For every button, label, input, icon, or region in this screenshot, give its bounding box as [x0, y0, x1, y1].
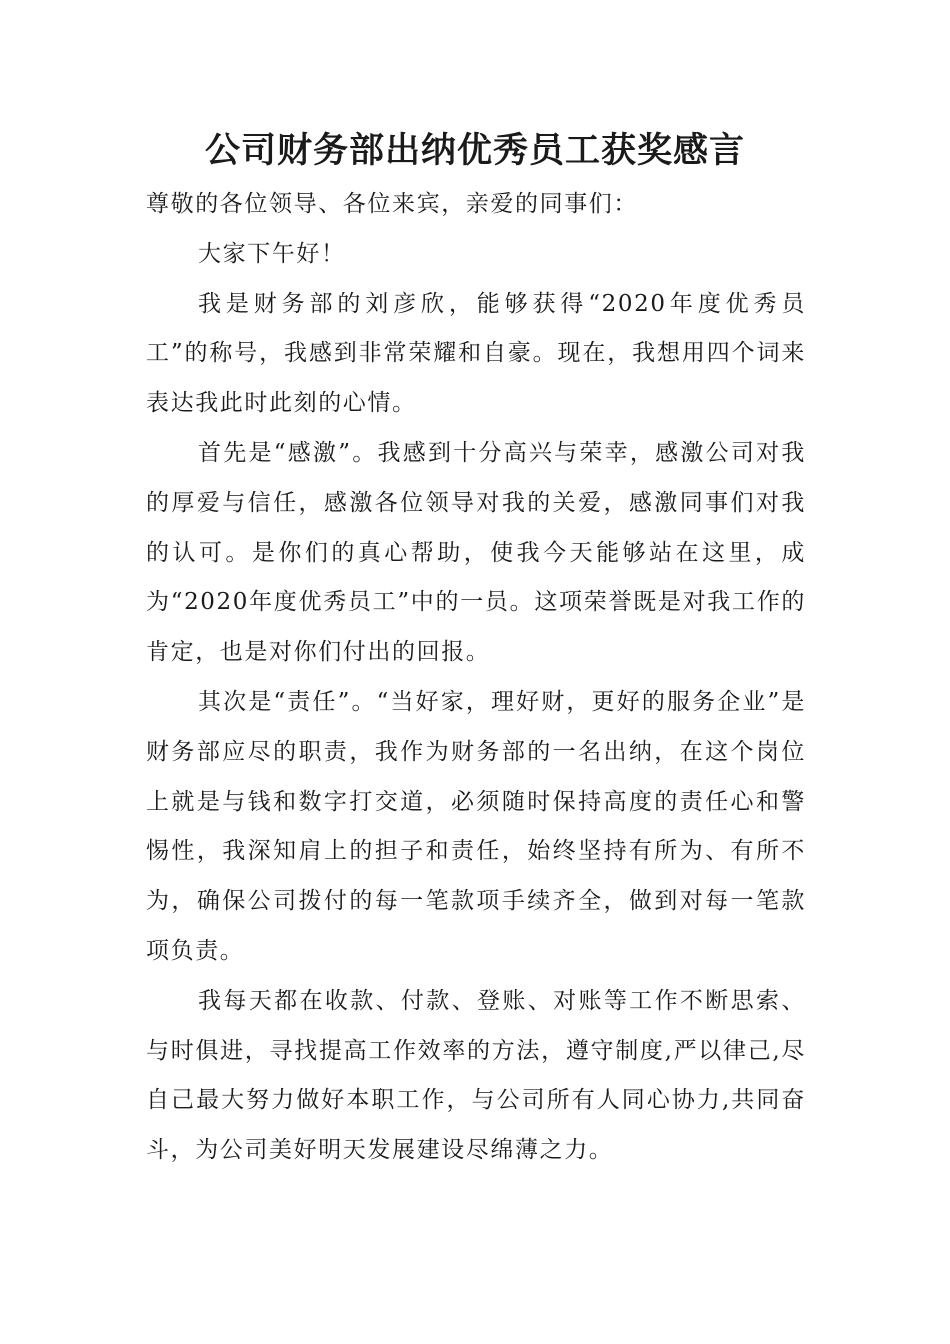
salutation: 尊敬的各位领导、各位来宾，亲爱的同事们：: [146, 191, 638, 217]
paragraph-introduction: 我是财务部的刘彦欣，能够获得“2020年度优秀员工”的称号，我感到非常荣耀和自豪。现在，我想用四个词来表达我此时此刻的心情。: [146, 290, 806, 417]
document-body: [146, 180, 806, 1176]
paragraph-greeting: 大家下午好！: [198, 240, 346, 267]
paragraph-daily-work: 我每天都在收款、付款、登账、对账等工作不断思索、与时俱进，寻找提高工作效率的方法，遵守制度,严以律己,尽自己最大努力做好本职工作，与公司所有人同心协力,共同奋斗，为公司美好明天发展建设尽绵薄之力。: [146, 987, 806, 1164]
paragraph-gratitude: 首先是“感激”。我感到十分高兴与荣幸，感激公司对我的厚爱与信任，感激各位领导对我的关爱，感激同事们对我的认可。是你们的真心帮助，使我今天能够站在这里，成为“2020年度优秀员工”中的一员。这项荣誉既是对我工作的肯定，也是对你们付出的回报。: [146, 439, 806, 666]
paragraph-responsibility: 其次是“责任”。“当好家，理好财，更好的服务企业”是财务部应尽的职责，我作为财务部的一名出纳，在这个岗位上就是与钱和数字打交道，必须随时保持高度的责任心和警惕性，我深知肩上的担子和责任，始终坚持有所为、有所不为，确保公司拨付的每一笔款项手续齐全，做到对每一笔款项负责。: [146, 688, 806, 964]
document-title: 公司财务部出纳优秀员工获奖感言: [204, 131, 745, 171]
